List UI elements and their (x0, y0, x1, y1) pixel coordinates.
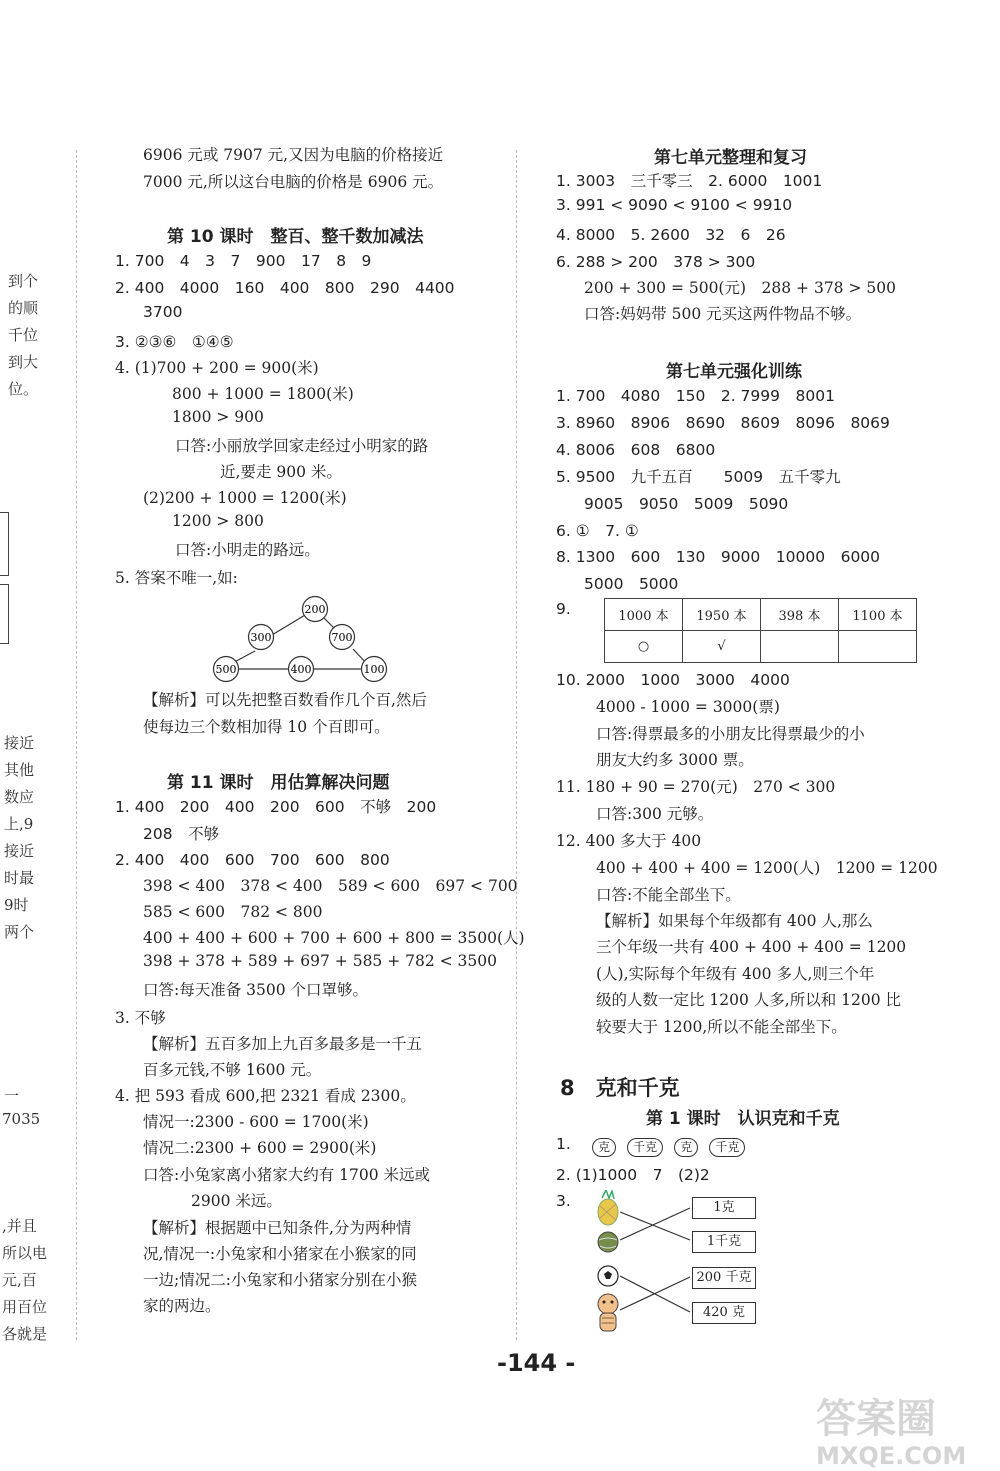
answer-line: 398 < 400 378 < 400 589 < 600 697 < 700 (143, 877, 518, 895)
answer-line: 2. (1)1000 7 (2)2 (556, 1166, 710, 1184)
fragment: 上,9 (4, 815, 34, 833)
answer-line: 400 + 400 + 400 = 1200(人) 1200 = 1200 (596, 859, 938, 877)
answer-line: 200 + 300 = 500(元) 288 + 378 > 500 (584, 279, 896, 297)
answer-line: 10. 2000 1000 3000 4000 (556, 671, 790, 689)
unit-oval-group (592, 1136, 751, 1157)
matching-pictures (592, 1190, 702, 1338)
answer-line: 4. 8006 608 6800 (556, 441, 716, 459)
answer-line: 口答:每天准备 3500 个口罩够。 (143, 981, 369, 999)
answer-line: 12. 400 多大于 400 (556, 832, 702, 850)
section-heading: 第七单元整理和复习 (654, 148, 807, 168)
answer-line: 5. 9500 九千五百 5009 五千零九 (556, 468, 841, 486)
node-label: 200 (304, 603, 326, 616)
node-label: 100 (363, 663, 385, 676)
column-divider (516, 150, 517, 1340)
section-heading: 第 11 课时 用估算解决问题 (167, 773, 390, 793)
node-label: 700 (331, 631, 353, 644)
tiger-toy-icon (598, 1294, 618, 1331)
table-cell (761, 631, 839, 663)
answer-line: 11. 180 + 90 = 270(元) 270 < 300 (556, 778, 836, 796)
section-heading: 第 1 课时 认识克和千克 (646, 1109, 840, 1129)
watermark-logo (812, 1390, 988, 1468)
answer-line: 2. 400 400 600 700 600 800 (115, 851, 390, 869)
answer-line: 8. 1300 600 130 9000 10000 6000 (556, 548, 881, 566)
ball-icon (598, 1232, 618, 1252)
answer-column-middle (115, 0, 525, 1340)
table-cell (839, 631, 917, 663)
answer-line: 4000 - 1000 = 3000(票) (596, 698, 780, 716)
answer-line: 7000 元,所以这台电脑的价格是 6906 元。 (143, 173, 444, 191)
page-number: -144 - (497, 1349, 576, 1377)
answer-line: 1. (556, 1135, 571, 1153)
fragment: 接近 (4, 734, 35, 752)
answer-line: 3. 991 < 9090 < 9100 < 9910 (556, 196, 793, 214)
answer-line: 口答:妈妈带 500 元买这两件物品不够。 (584, 305, 862, 323)
answer-line: 口答:300 元够。 (596, 805, 714, 823)
answer-line: 4. 8000 5. 2600 32 6 26 (556, 226, 786, 244)
weight-label-box: 420 克 (692, 1302, 756, 1324)
pineapple-icon (598, 1190, 618, 1225)
answer-line: 1200 > 800 (172, 512, 264, 530)
answer-line: 3. (556, 1192, 571, 1210)
answer-line: 9. (556, 600, 571, 618)
fragment: 接近 (4, 842, 35, 860)
section-heading: 第 10 课时 整百、整千数加减法 (167, 227, 424, 247)
answer-line: 近,要走 900 米。 (220, 463, 342, 481)
answer-line: 208 不够 (143, 825, 220, 843)
fragment: 两个 (4, 923, 35, 941)
answer-line: 1. 700 4 3 7 900 17 8 9 (115, 252, 372, 270)
answer-line: 1. 700 4080 150 2. 7999 8001 (556, 387, 835, 405)
analysis-line: 百多元钱,不够 1600 元。 (143, 1061, 322, 1079)
answer-column-right (556, 0, 976, 1340)
section-heading: 第七单元强化训练 (666, 362, 802, 382)
table-header-cell: 1000 本 (605, 599, 683, 631)
answer-line: 6906 元或 7907 元,又因为电脑的价格接近 (143, 146, 444, 164)
fragment: 9时 (4, 896, 29, 914)
answer-line: 情况一:2300 - 600 = 1700(米) (143, 1113, 369, 1131)
fragment: 7035 (2, 1110, 41, 1128)
watermark-top-text: 答案圈 (816, 1396, 936, 1442)
answer-line: 1. 400 200 400 200 600 不够 200 (115, 798, 437, 816)
book-choice-table (604, 598, 917, 663)
answer-line: 2900 米远。 (191, 1192, 282, 1210)
fragment: 数应 (4, 788, 35, 806)
fragment: 各就是 (2, 1325, 48, 1343)
watermark-bottom-text: MXQE.COM (816, 1442, 967, 1468)
answer-line: 5. 答案不唯一,如: (115, 569, 238, 587)
fragment: 其他 (4, 761, 35, 779)
soccer-ball-icon (598, 1266, 618, 1286)
fragment: 的顺 (8, 299, 39, 317)
fragment: 用百位 (2, 1298, 48, 1316)
answer-line: 800 + 1000 = 1800(米) (172, 385, 354, 403)
answer-line: 5000 5000 (584, 575, 679, 593)
answer-line: 口答:小丽放学回家走经过小明家的路 (175, 437, 429, 455)
answer-line: 1. 3003 三千零三 2. 6000 1001 (556, 172, 823, 190)
weight-label-box: 1千克 (692, 1231, 756, 1253)
fragment: 一 (4, 1087, 20, 1105)
fragment: 到个 (8, 272, 39, 290)
fragment: 到大 (8, 353, 39, 371)
answer-line: 口答:小明走的路远。 (175, 541, 320, 559)
table-cell: ○ (605, 631, 683, 663)
analysis-line: 较要大于 1200,所以不能全部坐下。 (596, 1018, 847, 1036)
node-label: 300 (250, 631, 272, 644)
unit-oval: 克 (592, 1138, 616, 1157)
answer-line: 9005 9050 5009 5090 (584, 495, 789, 513)
unit-oval: 千克 (627, 1138, 663, 1157)
analysis-line: 况,情况一:小兔家和小猪家在小猴家的同 (143, 1245, 417, 1263)
node-label: 500 (215, 663, 237, 676)
table-cell: √ (683, 631, 761, 663)
analysis-line: 一边;情况二:小兔家和小猪家分别在小猴 (143, 1271, 417, 1289)
analysis-line: 级的人数一定比 1200 人多,所以和 1200 比 (596, 991, 902, 1009)
analysis-line: 家的两边。 (143, 1297, 221, 1315)
unit-oval: 千克 (709, 1138, 745, 1157)
analysis-line: 【解析】根据题中已知条件,分为两种情 (143, 1219, 412, 1237)
clipped-table (0, 584, 9, 644)
analysis-line: (人),实际每个年级有 400 多人,则三个年 (596, 965, 875, 983)
clipped-table (0, 512, 9, 576)
unit-oval: 克 (674, 1138, 698, 1157)
answer-line: (2)200 + 1000 = 1200(米) (143, 489, 347, 507)
weight-label-box: 1克 (692, 1197, 756, 1219)
answer-line: 情况二:2300 + 600 = 2900(米) (143, 1139, 377, 1157)
analysis-line: 三个年级一共有 400 + 400 + 400 = 1200 (596, 938, 907, 956)
weight-label-box: 200 千克 (692, 1267, 756, 1289)
node-label: 400 (290, 663, 312, 676)
answer-line: 6. ① 7. ① (556, 522, 639, 540)
analysis-line: 【解析】五百多加上九百多最多是一千五 (143, 1035, 423, 1053)
answer-line: 400 + 400 + 600 + 700 + 600 + 800 = 3500(人) (143, 929, 525, 947)
answer-line: 2. 400 4000 160 400 800 290 4400 (115, 279, 455, 297)
answer-line: 3. 8960 8906 8690 8609 8096 8069 (556, 414, 890, 432)
answer-line: 4. 把 593 看成 600,把 2321 看成 2300。 (115, 1087, 416, 1105)
answer-line: 4. (1)700 + 200 = 900(米) (115, 359, 319, 377)
answer-line: 6. 288 > 200 378 > 300 (556, 253, 756, 271)
answer-line: 1800 > 900 (172, 408, 264, 426)
answer-line: 口答:不能全部坐下。 (596, 886, 741, 904)
answer-line: 398 + 378 + 589 + 697 + 585 + 782 < 3500 (143, 952, 498, 970)
table-header-cell: 398 本 (761, 599, 839, 631)
answer-line: 口答:得票最多的小朋友比得票最少的小 (596, 725, 865, 743)
fragment: 元,百 (2, 1271, 37, 1289)
analysis-line: 【解析】如果每个年级都有 400 人,那么 (596, 912, 873, 930)
analysis-line: 使每边三个数相加得 10 个百即可。 (143, 718, 390, 736)
answer-line: 朋友大约多 3000 票。 (596, 751, 754, 769)
number-triangle-diagram (210, 594, 390, 686)
chapter-heading: 8 克和千克 (560, 1076, 680, 1100)
table-header-cell: 1950 本 (683, 599, 761, 631)
answer-line: 3. ②③⑥ ①④⑤ (115, 333, 234, 351)
fragment: 位。 (8, 380, 39, 398)
fragment: 千位 (8, 326, 39, 344)
answer-line: 3700 (143, 303, 183, 321)
table-header-cell: 1100 本 (839, 599, 917, 631)
fragment: ,并且 (2, 1217, 37, 1235)
answer-line: 585 < 600 782 < 800 (143, 903, 323, 921)
fragment: 时最 (4, 869, 35, 887)
analysis-line: 【解析】可以先把整百数看作几个百,然后 (143, 691, 427, 709)
fragment: 所以电 (2, 1244, 48, 1262)
answer-line: 3. 不够 (115, 1009, 166, 1027)
column-divider (76, 150, 77, 1340)
answer-line: 口答:小兔家离小猪家大约有 1700 米远或 (143, 1166, 431, 1184)
